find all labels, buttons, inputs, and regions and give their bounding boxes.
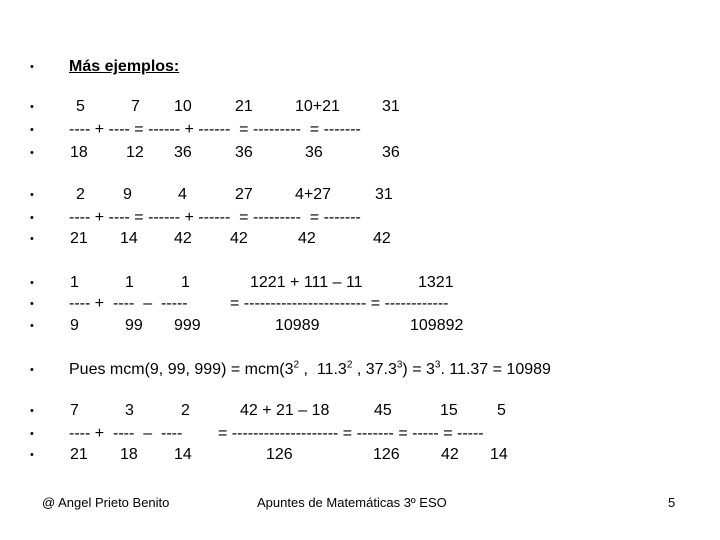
numerator: 3 xyxy=(125,402,134,419)
denominator: 14 xyxy=(490,446,508,463)
footer-course: Apuntes de Matemáticas 3º ESO xyxy=(257,495,447,510)
mcm-part: , 37.3 xyxy=(352,361,397,378)
bullet: • xyxy=(30,147,34,159)
exponent: 2 xyxy=(346,359,353,371)
example4-denominators xyxy=(0,444,720,466)
numerator: 1321 xyxy=(418,274,454,291)
numerator: 4 xyxy=(178,186,187,203)
bullet: • xyxy=(30,405,34,417)
numerator: 1221 + 111 – 11 xyxy=(250,274,363,291)
bullet: • xyxy=(30,101,34,113)
fraction-bars: ---- + ---- = ------ + ------ = --------- = ------- xyxy=(69,121,361,138)
bullet: • xyxy=(30,277,34,289)
bullet: • xyxy=(30,449,34,461)
denominator: 21 xyxy=(70,446,88,463)
denominator: 42 xyxy=(298,230,316,247)
fraction-bars: = ----------------------- = ------------ xyxy=(230,295,449,312)
denominator: 42 xyxy=(441,446,459,463)
denominator: 999 xyxy=(174,317,201,334)
exponent: 2 xyxy=(293,359,300,371)
numerator: 45 xyxy=(374,402,392,419)
example1-bars xyxy=(0,119,720,141)
bullet: • xyxy=(30,428,34,440)
example1-numerators xyxy=(0,96,720,118)
example3-numerators xyxy=(0,272,720,294)
section-heading: Más ejemplos: xyxy=(69,58,180,75)
numerator: 10+21 xyxy=(295,98,340,115)
denominator: 36 xyxy=(235,144,253,161)
numerator: 7 xyxy=(131,98,140,115)
numerator: 31 xyxy=(382,98,400,115)
denominator: 126 xyxy=(373,446,400,463)
numerator: 15 xyxy=(440,402,458,419)
exponent: 3 xyxy=(434,359,441,371)
bullet: • xyxy=(30,364,34,376)
denominator: 109892 xyxy=(410,317,464,334)
denominator: 10989 xyxy=(275,317,320,334)
example1-denominators xyxy=(0,142,720,164)
bullet: • xyxy=(30,320,34,332)
denominator: 9 xyxy=(70,317,79,334)
denominator: 42 xyxy=(373,230,391,247)
example2-numerators xyxy=(0,184,720,206)
mcm-part: . 11.37 = 10989 xyxy=(440,361,551,378)
numerator: 4+27 xyxy=(295,186,332,203)
numerator: 42 + 21 – 18 xyxy=(240,402,330,419)
bullet: • xyxy=(30,298,34,310)
fraction-bars: ---- + ---- = ------ + ------ = --------- = ------- xyxy=(69,209,361,226)
example3-bars xyxy=(0,293,720,315)
numerator: 1 xyxy=(70,274,79,291)
denominator: 14 xyxy=(174,446,192,463)
denominator: 36 xyxy=(305,144,323,161)
bullet: • xyxy=(30,212,34,224)
denominator: 18 xyxy=(120,446,138,463)
numerator: 9 xyxy=(123,186,132,203)
mcm-part: ) = 3 xyxy=(402,361,435,378)
numerator: 1 xyxy=(125,274,134,291)
heading-line xyxy=(0,56,720,78)
denominator: 21 xyxy=(70,230,88,247)
numerator: 1 xyxy=(181,274,190,291)
example2-denominators xyxy=(0,228,720,250)
page-number: 5 xyxy=(668,495,676,510)
fraction-bars: ---- + ---- – ----- xyxy=(69,295,188,312)
example4-bars xyxy=(0,423,720,445)
numerator: 10 xyxy=(174,98,192,115)
mcm-line xyxy=(0,359,720,381)
fraction-bars: = -------------------- = ------- = ----- = ----- xyxy=(218,425,484,442)
denominator: 36 xyxy=(174,144,192,161)
fraction-bars: ---- + ---- – ---- xyxy=(69,425,183,442)
example4-numerators xyxy=(0,400,720,422)
denominator: 12 xyxy=(126,144,144,161)
numerator: 7 xyxy=(70,402,79,419)
numerator: 31 xyxy=(375,186,393,203)
example3-denominators xyxy=(0,315,720,337)
mcm-part: , 11.3 xyxy=(299,361,347,378)
numerator: 27 xyxy=(235,186,253,203)
denominator: 99 xyxy=(125,317,143,334)
bullet: • xyxy=(30,189,34,201)
denominator: 36 xyxy=(382,144,400,161)
denominator: 42 xyxy=(174,230,192,247)
denominator: 126 xyxy=(266,446,293,463)
numerator: 5 xyxy=(497,402,506,419)
numerator: 5 xyxy=(76,98,85,115)
numerator: 2 xyxy=(76,186,85,203)
denominator: 42 xyxy=(230,230,248,247)
denominator: 14 xyxy=(120,230,138,247)
bullet: • xyxy=(30,233,34,245)
mcm-part: Pues mcm(9, 99, 999) = mcm(3 xyxy=(69,361,294,378)
example2-bars xyxy=(0,207,720,229)
footer-author: @ Angel Prieto Benito xyxy=(42,495,170,510)
numerator: 2 xyxy=(181,402,190,419)
numerator: 21 xyxy=(235,98,253,115)
mcm-text xyxy=(69,359,551,381)
denominator: 18 xyxy=(70,144,88,161)
bullet: • xyxy=(30,124,34,136)
bullet: • xyxy=(30,61,34,73)
exponent: 3 xyxy=(396,359,403,371)
